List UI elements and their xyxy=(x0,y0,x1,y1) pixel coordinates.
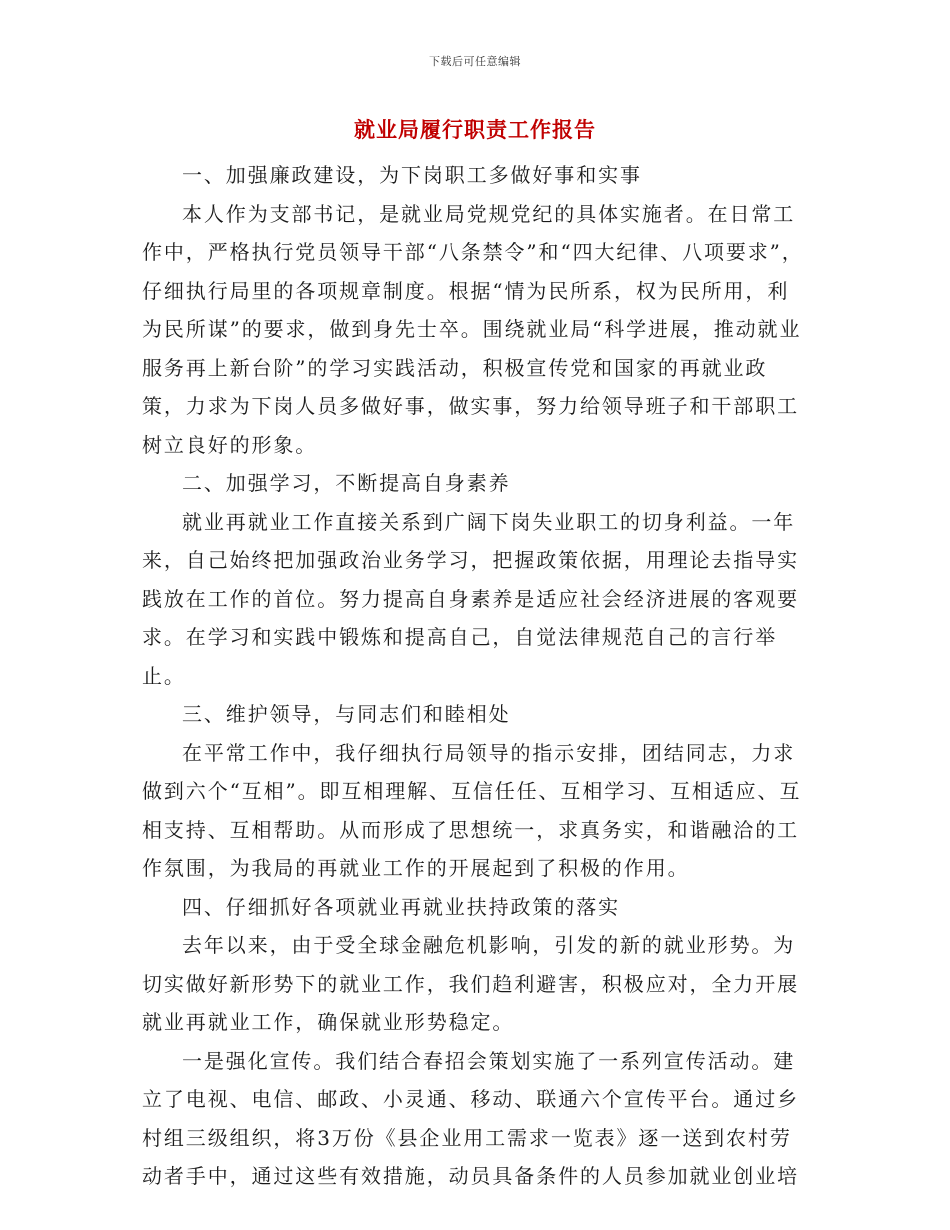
body-paragraph-4: 去年以来，由于受全球金融危机影响，引发的新的就业形势。为切实做好新形势下的就业工作，我们趋利避害，积极应对，全力开展就业再就业工作，确保就业形势稳定。 xyxy=(142,933,799,1034)
section-heading-3: 三、维护领导，与同志们和睦相处 xyxy=(182,702,511,726)
document-title: 就业局履行职责工作报告 xyxy=(354,117,596,142)
document-body xyxy=(142,156,808,1196)
header-note: 下载后可任意编辑 xyxy=(429,55,521,68)
body-paragraph-3: 在平常工作中，我仔细执行局领导的指示安排，团结同志，力求做到六个“互相”。即互相理解、互信任任、互相学习、互相适应、互相支持、互相帮助。从而形成了思想统一，求真务实，和谐融洽的工作氛围，为我局的再就业工作的开展起到了积极的作用。 xyxy=(142,740,802,880)
section-heading-4: 四、仔细抓好各项就业再就业扶持政策的落实 xyxy=(182,894,620,919)
section-heading-1: 一、加强廉政建设，为下岗职工多做好事和实事 xyxy=(182,163,642,187)
body-paragraph-2: 就业再就业工作直接关系到广阔下岗失业职工的切身利益。一年来，自己始终把加强政治业务学习，把握政策依据，用理论去指导实践放在工作的首位。努力提高自身素养是适应社会经济进展的客观要求。在学习和实践中锻炼和提高自己，自觉法律规范自己的言行举止。 xyxy=(142,509,799,688)
section-heading-2: 二、加强学习，不断提高自身素养 xyxy=(182,471,511,495)
body-paragraph-5: 一是强化宣传。我们结合春招会策划实施了一系列宣传活动。建立了电视、电信、邮政、小灵通、移动、联通六个宣传平台。通过乡村组三级组织，将3万份《县企业用工需求一览表》逐一送到农村劳动者手中，通过这些有效措施，动员具备条件的人员参加就业创业培 xyxy=(142,1048,799,1188)
body-paragraph-1: 本人作为支部书记，是就业局党规党纪的具体实施者。在日常工作中，严格执行党员领导干部“八条禁令”和“四大纪律、八项要求”，仔细执行局里的各项规章制度。根据“情为民所系，权为民所用，利为民所谋”的要求，做到身先士卒。围绕就业局“科学进展，推动就业服务再上新台阶”的学习实践活动，积极宣传党和国家的再就业政策，力求为下岗人员多做好事，做实事，努力给领导班子和干部职工树立良好的形象。 xyxy=(142,201,804,457)
